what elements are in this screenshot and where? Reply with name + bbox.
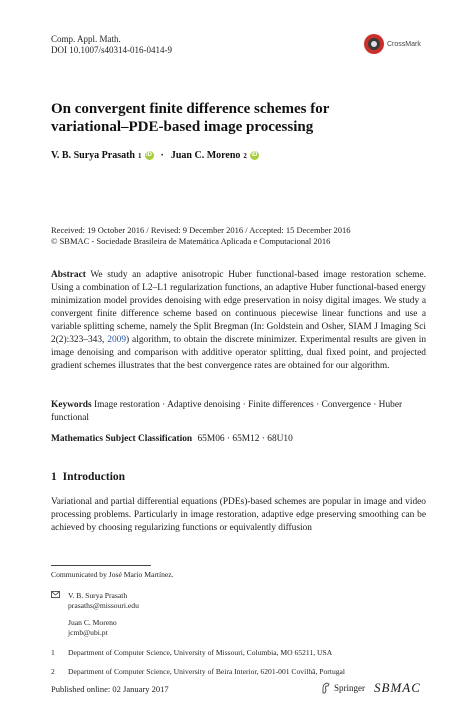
- affiliation-2: [51, 667, 431, 678]
- keywords: [51, 399, 426, 425]
- affiliation-text: Department of Computer Science, University of Missouri, Columbia, MO 65211, USA: [68, 647, 333, 657]
- corresponding-email[interactable]: prasaths@missouri.edu: [68, 601, 139, 610]
- author-name: V. B. Surya Prasath: [51, 150, 135, 161]
- orcid-icon[interactable]: iD: [251, 152, 258, 158]
- sbmac-logo: SBMAC: [374, 680, 421, 695]
- author-name: Juan C. Moreno: [170, 150, 241, 161]
- publisher-logos: [321, 680, 421, 696]
- springer-horse-icon: [321, 682, 331, 694]
- communicated-by: Communicated by José Mario Martínez.: [51, 570, 174, 579]
- published-date: Published online: 02 January 2017: [51, 684, 169, 694]
- article-history: [51, 225, 431, 247]
- affiliation-mark: 2: [51, 667, 55, 676]
- journal-name: Comp. Appl. Math.: [51, 34, 121, 44]
- citation-link[interactable]: 2009: [107, 335, 127, 345]
- journal-header: [51, 34, 172, 56]
- introduction-text: [51, 496, 426, 535]
- section-title: Introduction: [62, 471, 126, 483]
- abstract-text: We study an adaptive anisotropic Huber functional-based image restoration scheme. Using a combination of L2–L1 regularization functions, an adaptive Huber functional-based energy minimization model provides denoising with edge preservation in noisy digital images. We study a convergent finite difference scheme based on continuous piecewise linear functions and use a variable splitting scheme, namely the Split Bregman (In: Goldstein and Osher, SIAM J Imaging Sci 2(2):323–343,: [51, 270, 426, 345]
- orcid-icon[interactable]: iD: [146, 152, 152, 158]
- author-list: V. B. Surya Prasath 1 iD · Juan C. Moreno 2 iD: [51, 150, 258, 161]
- msc-label: Mathematics Subject Classification: [51, 434, 193, 444]
- second-author-name: Juan C. Moreno: [68, 617, 117, 627]
- footnotes: [51, 570, 431, 678]
- paper-title: [51, 100, 431, 136]
- abstract-label: Abstract: [51, 270, 86, 280]
- crossmark-badge[interactable]: [364, 30, 424, 58]
- crossmark-label: CrossMark: [387, 40, 421, 48]
- abstract: [51, 269, 426, 373]
- springer-logo-text: Springer: [334, 683, 365, 693]
- author-separator: ·: [160, 150, 164, 161]
- msc-codes: 65M06 · 65M12 · 68U10: [197, 434, 293, 444]
- crossmark-icon: [364, 34, 384, 54]
- corresponding-author: [51, 591, 431, 639]
- affiliation-1: [51, 648, 431, 659]
- section-heading: [51, 471, 125, 483]
- abstract-text-end: ) algorithm, to obtain the discrete minimizer. Experimental results are given in image denoising and comparison with additive operator splitting, dual fixed point, and projected gradient schemes illustrates that the best convergence rates are obtained for our algorithm.: [51, 335, 427, 371]
- affiliation-mark: 1: [51, 647, 55, 657]
- intro-paragraph: Variational and partial differential equations (PDEs)-based schemes are popular in image and video processing problems. Particularly in image restoration, adaptive edge preserving smoothing can be achieved by choosing regularizing functions or equivalently diffusion: [51, 497, 426, 533]
- footnote-divider: [51, 565, 151, 566]
- mail-icon: [51, 591, 60, 598]
- history-dates: Received: 19 October 2016 / Revised: 9 December 2016 / Accepted: 15 December 2016: [51, 225, 351, 235]
- copyright: © SBMAC - Sociedade Brasileira de Matemática Aplicada e Computacional 2016: [51, 236, 331, 246]
- title-line-1: On convergent finite difference schemes for: [51, 101, 330, 117]
- corresponding-name: V. B. Surya Prasath: [68, 590, 128, 600]
- keywords-label: Keywords: [51, 400, 92, 410]
- doi[interactable]: DOI 10.1007/s40314-016-0414-9: [51, 45, 172, 55]
- title-line-2: variational–PDE-based image processing: [51, 119, 314, 135]
- section-number: 1: [51, 471, 57, 483]
- msc-classification: [51, 433, 426, 446]
- affiliation-text: Department of Computer Science, University of Beira Interior, 6201-001 Covilhã, Portugal: [68, 667, 346, 676]
- second-author-email[interactable]: jcmb@ubi.pt: [68, 628, 108, 637]
- keywords-text: Image restoration · Adaptive denoising · Finite differences · Convergence · Huber functional: [51, 400, 403, 423]
